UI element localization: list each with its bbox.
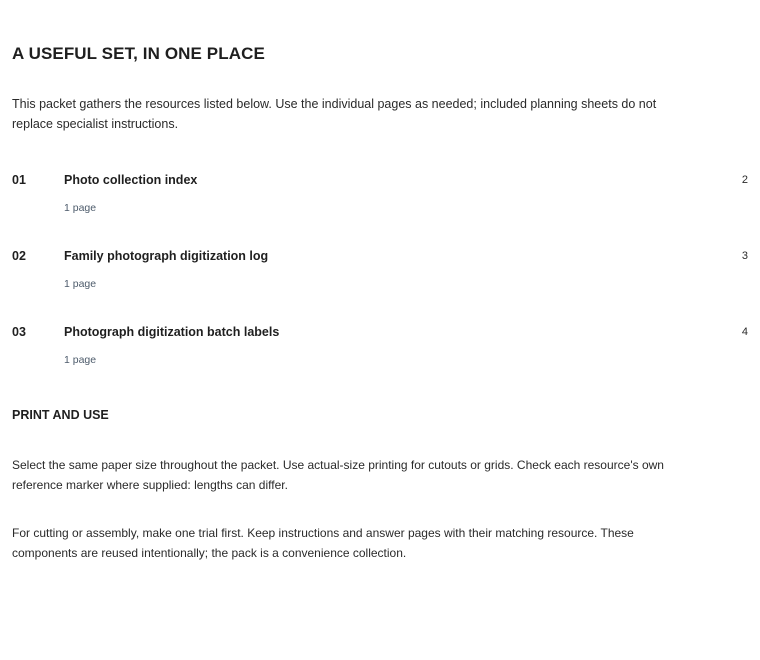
intro-paragraph: This packet gathers the resources listed below. Use the individual pages as needed; included planning sheets do not replace specialist instructions.: [12, 97, 657, 131]
contents-item-number: 02: [12, 249, 26, 263]
print-instructions-paragraph: Select the same paper size throughout the packet. Use actual-size printing for cutouts or grids. Check each resource's own reference marker where supplied: lengths can differ.: [12, 458, 664, 492]
contents-item: [12, 249, 748, 297]
contents-item-page-count: 1 page: [64, 278, 97, 290]
contents-item-page-count: 1 page: [64, 202, 97, 214]
contents-item-title: Photo collection index: [64, 173, 198, 187]
contents-item-title: Family photograph digitization log: [64, 249, 269, 263]
contents-item-title: Photograph digitization batch labels: [64, 325, 280, 339]
contents-item: [12, 325, 748, 373]
print-section-heading: PRINT AND USE: [12, 408, 109, 422]
contents-item-number: 03: [12, 325, 26, 339]
page-title: A USEFUL SET, IN ONE PLACE: [12, 44, 265, 63]
assembly-instructions-paragraph: For cutting or assembly, make one trial first. Keep instructions and answer pages with their matching resource. These components are reused intentionally; the pack is a convenience collection.: [12, 526, 634, 560]
contents-item-page-number: 2: [741, 174, 748, 186]
contents-item: [12, 173, 748, 221]
contents-item-page-number: 3: [741, 250, 748, 262]
contents-item-page-count: 1 page: [64, 354, 97, 366]
contents-item-page-number: 4: [741, 326, 748, 338]
contents-item-number: 01: [12, 173, 26, 187]
